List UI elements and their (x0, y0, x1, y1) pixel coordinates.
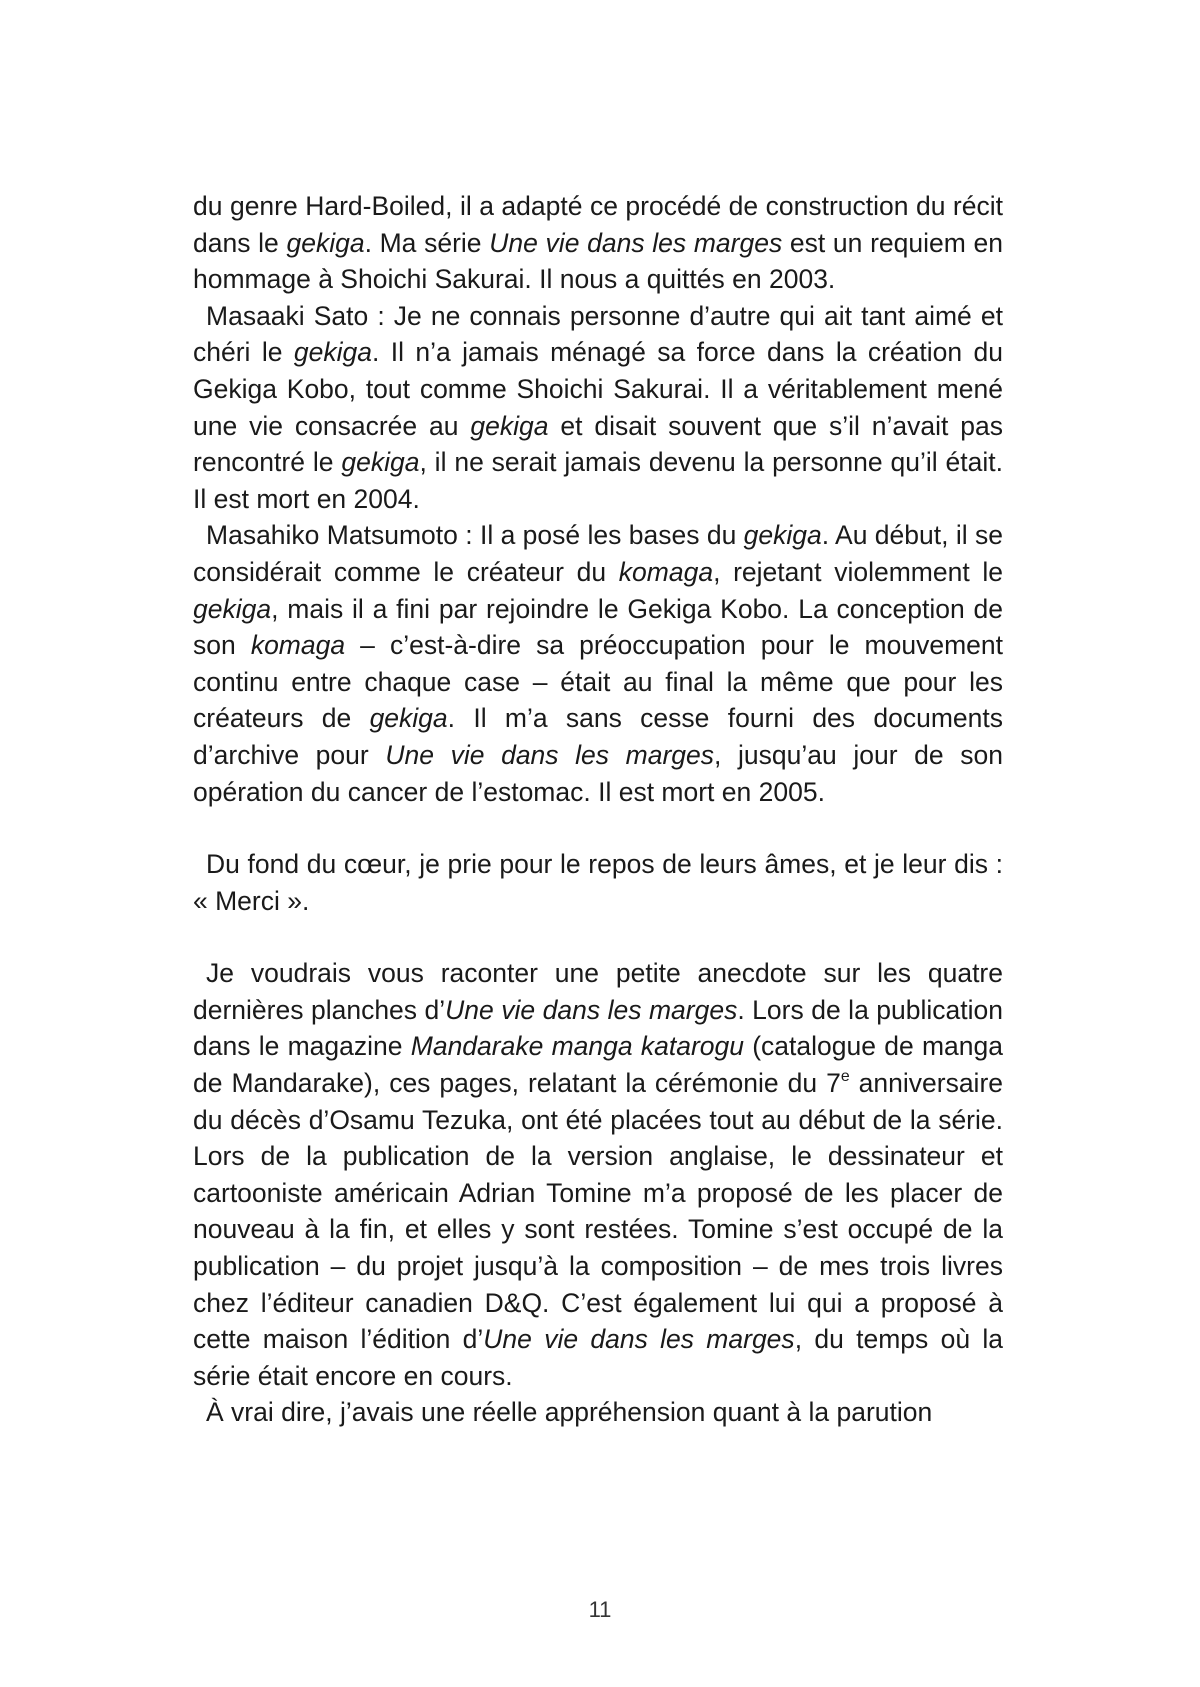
text-segment: . Il n’a jamais ménagé sa force dans la création du Gekiga Kobo, tout comme Shoichi Sakurai. Il a véritablement mené une vie consacrée au (193, 337, 1003, 441)
body-text (193, 188, 1003, 1431)
text-segment: Je voudrais vous raconter une petite anecdote sur les quatre dernières planches d’ (193, 958, 1003, 1025)
text-segment: du genre Hard-Boiled, il a adapté ce procédé de construction du récit dans le (193, 191, 1003, 258)
text-segment: (catalogue de manga de Mandarake), ces pages, relatant la cérémonie du 7 (193, 1031, 1003, 1099)
italic-text: Une vie dans les marges (483, 1324, 795, 1355)
italic-text: gekiga (286, 227, 365, 258)
text-segment: et disait souvent que s’il n’avait pas rencontré le (193, 410, 1003, 478)
italic-text: gekiga (341, 447, 420, 478)
superscript: e (840, 1067, 850, 1085)
italic-text: gekiga (470, 410, 549, 441)
italic-text: gekiga (293, 337, 372, 368)
italic-text: gekiga (369, 703, 448, 734)
paragraph (193, 955, 1003, 1394)
italic-text: Une vie dans les marges (489, 227, 783, 258)
text-segment: , du temps où la série était encore en cours. (193, 1324, 1003, 1391)
paragraph (193, 517, 1003, 810)
paragraph (193, 846, 1003, 919)
text-segment: . Il m’a sans cesse fourni des documents d’archive pour (193, 703, 1003, 770)
text-segment: , jusqu’au jour de son opération du cancer de l’estomac. Il est mort en 2005. (193, 739, 1003, 807)
text-segment: , mais il a fini par rejoindre le Gekiga Kobo. La conception de son (193, 593, 1003, 661)
paragraph (193, 298, 1003, 518)
text-segment: , rejetant violemment le (713, 556, 1003, 587)
text-segment: . Ma série (364, 227, 490, 258)
paragraph (193, 1394, 1003, 1431)
text-segment: Masaaki Sato : Je ne connais personne d’autre qui ait tant aimé et chéri le (193, 300, 1003, 368)
text-segment: anniversaire du décès d’Osamu Tezuka, ont été placées tout au début de la série. Lors de la publication de la version anglaise, le dessinateur et cartooniste américain Adrian Tomine m’a proposé de les placer de nouveau à la fin, et elles y sont restées. Tomine s’est occupé de la publication – du projet jusqu’à la composition – de mes trois livres chez l’éditeur canadien D&Q. C’est également lui qui a proposé à cette maison l’édition d’ (193, 1068, 1004, 1355)
text-segment: . Lors de la publication dans le magazine (193, 994, 1004, 1062)
text-segment: Masahiko Matsumoto : Il a posé les bases du (206, 520, 744, 551)
text-segment: À vrai dire, j’avais une réelle appréhension quant à la parution (206, 1397, 933, 1428)
text-segment: . Au début, il se considérait comme le créateur du (193, 520, 1003, 587)
text-segment: Du fond du cœur, je prie pour le repos de leurs âmes, et je leur dis : « Merci ». (193, 849, 1003, 916)
italic-text: gekiga (193, 593, 272, 624)
italic-text: Mandarake manga katarogu (410, 1031, 744, 1062)
paragraph (193, 188, 1003, 298)
italic-text: Une vie dans les marges (445, 994, 738, 1025)
italic-text: komaga (250, 630, 346, 661)
text-segment: – c’est-à-dire sa préoccupation pour le mouvement continu entre chaque case – était au final la même que pour les créateurs de (193, 630, 1003, 734)
text-segment: est un requiem en hommage à Shoichi Sakurai. Il nous a quittés en 2003. (193, 227, 1003, 295)
text-segment: , il ne serait jamais devenu la personne qu’il était. Il est mort en 2004. (193, 447, 1003, 514)
page-number: 11 (588, 1597, 612, 1622)
italic-text: gekiga (743, 520, 822, 551)
italic-text: Une vie dans les marges (385, 739, 715, 770)
italic-text: komaga (618, 556, 714, 587)
